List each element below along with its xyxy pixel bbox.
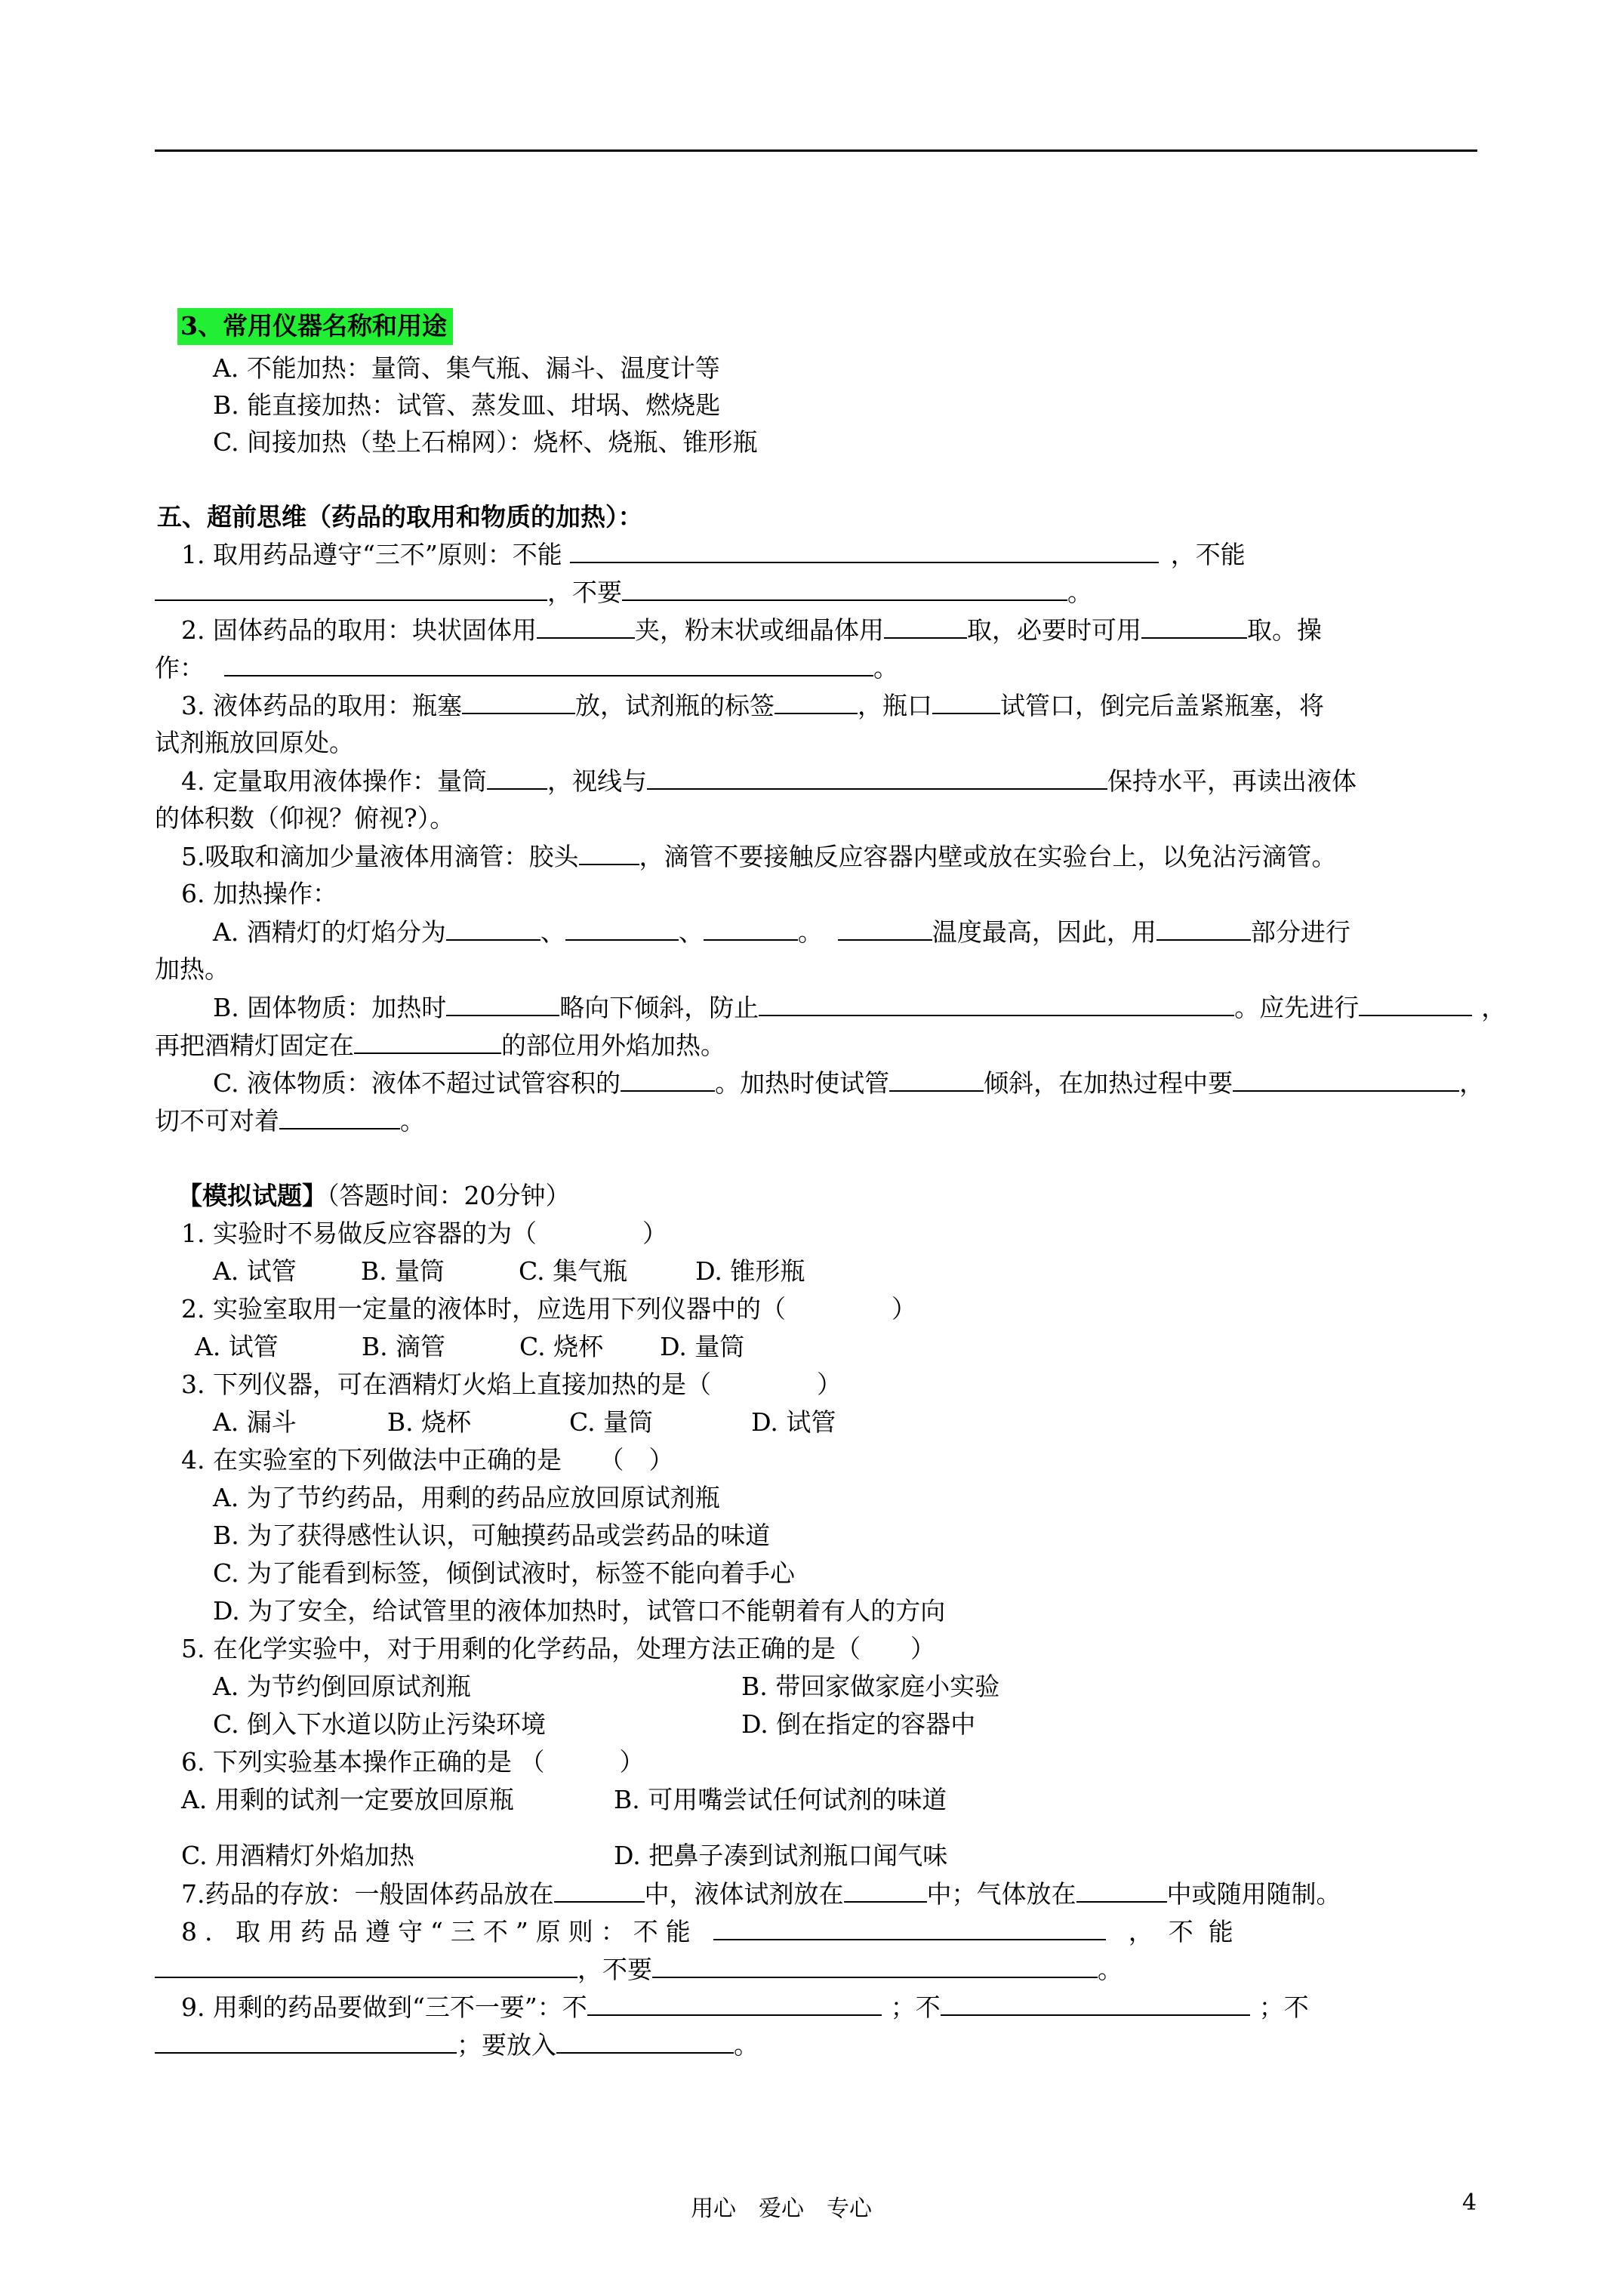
options-row: A. 漏斗 B. 烧杯 C. 量筒 D. 试管 (213, 1407, 836, 1437)
question-line: 切不可对着 。 (155, 1104, 425, 1138)
option: C. 为了能看到标签，倾倒试液时，标签不能向着手心 (213, 1558, 796, 1588)
question-line: A. 酒精灯的灯焰分为 、 、 。 温度最高，因此，用 部分进行 (213, 915, 1350, 949)
question-line: 2. 固体药品的取用：块状固体用 夹，粉末状或细晶体用 取，必要时可用 取。操 (181, 613, 1322, 647)
list-item: B. 能直接加热：试管、蒸发皿、坩埚、燃烧匙 (213, 390, 721, 420)
option: B. 带回家做家庭小实验 (741, 1672, 1000, 1701)
option: A. 用剩的试剂一定要放回原瓶 (181, 1785, 514, 1814)
list-item: C. 间接加热（垫上石棉网）：烧杯、烧瓶、锥形瓶 (213, 427, 758, 457)
option: A. 为节约倒回原试剂瓶 (213, 1672, 471, 1701)
option: D. 为了安全，给试管里的液体加热时，试管口不能朝着有人的方向 (213, 1596, 946, 1626)
question-line: 5. 在化学实验中，对于用剩的化学药品，处理方法正确的是（ ） (181, 1634, 935, 1663)
options-row: A. 试管 B. 滴管 C. 烧杯 D. 量筒 (195, 1332, 745, 1361)
section3-heading (177, 310, 453, 343)
question-line: 4. 在实验室的下列做法中正确的是 （ ） (181, 1445, 674, 1475)
question-line: 1. 实验时不易做反应容器的为（ ） (181, 1219, 667, 1248)
question-line: 试剂瓶放回原处。 (155, 728, 354, 757)
question-line: ，不要 。 (155, 1952, 1123, 1986)
question-line: 再把酒精灯固定在 的部位用外焰加热。 (155, 1028, 725, 1062)
question-line: 3. 液体药品的取用：瓶塞 放，试剂瓶的标签 ，瓶口 试管口，倒完后盖紧瓶塞，将 (181, 689, 1324, 723)
question-line: 4. 定量取用液体操作：量筒 ，视线与 保持水平，再读出液体 (181, 764, 1357, 798)
mock-title-line: 【模拟试题】（答题时间：20分钟） (177, 1181, 571, 1210)
option: C. 倒入下水道以防止污染环境 (213, 1709, 547, 1739)
question-line: 3. 下列仪器，可在酒精灯火焰上直接加热的是（ ） (181, 1370, 842, 1399)
question-line: 6. 加热操作： (181, 879, 337, 908)
question-line: ；要放入 。 (155, 2028, 759, 2062)
question-line: 的体积数（仰视？俯视?）。 (155, 803, 455, 833)
question-line: 1. 取用药品遵守“三不”原则：不能 ，不能 (181, 538, 1246, 572)
section5-heading: 五、超前思维（药品的取用和物质的加热）： (157, 502, 643, 532)
question-line: C. 液体物质：液体不超过试管容积的 。加热时使试管 倾斜，在加热过程中要 ， (213, 1066, 1484, 1100)
question-line: 5.吸取和滴加少量液体用滴管：胶头 ，滴管不要接触反应容器内壁或放在实验台上，以免沾污滴管。 (181, 840, 1337, 874)
question-line: 2. 实验室取用一定量的液体时，应选用下列仪器中的（ ） (181, 1294, 916, 1324)
option: B. 可用嘴尝试任何试剂的味道 (614, 1785, 947, 1814)
footer-motto: 用心 爱心 专心 (691, 2196, 872, 2222)
question-line: 7.药品的存放：一般固体药品放在 中，液体试剂放在 中；气体放在 中或随用随制。 (181, 1877, 1341, 1911)
option: A. 为了节约药品，用剩的药品应放回原试剂瓶 (213, 1483, 720, 1512)
question-line: B. 固体物质：加热时 略向下倾斜，防止 。应先进行 ， (213, 991, 1506, 1025)
options-row: A. 试管 B. 量筒 C. 集气瓶 D. 锥形瓶 (213, 1256, 805, 1286)
option: D. 倒在指定的容器中 (741, 1709, 976, 1739)
option: B. 为了获得感性认识，可触摸药品或尝药品的味道 (213, 1521, 771, 1550)
question-line: 6. 下列实验基本操作正确的是 （ ） (181, 1747, 645, 1777)
option: D. 把鼻子凑到试剂瓶口闻气味 (614, 1841, 948, 1870)
option: C. 用酒精灯外焰加热 (181, 1841, 415, 1870)
question-line: 8. 取用药品遵守“三不”原则：不能 ，不能 (181, 1915, 1249, 1949)
question-line: 9. 用剩的药品要做到“三不一要”：不 ；不 ；不 (181, 1990, 1309, 2024)
list-item: A. 不能加热：量筒、集气瓶、漏斗、温度计等 (213, 353, 720, 383)
question-line: 作： 。 (155, 651, 898, 685)
highlight: 3、常用仪器名称和用途 (177, 308, 453, 345)
question-line: 加热。 (155, 954, 229, 984)
page-number: 4 (1462, 2190, 1477, 2216)
header-rule (155, 149, 1477, 152)
question-line: ，不要 。 (155, 575, 1092, 609)
